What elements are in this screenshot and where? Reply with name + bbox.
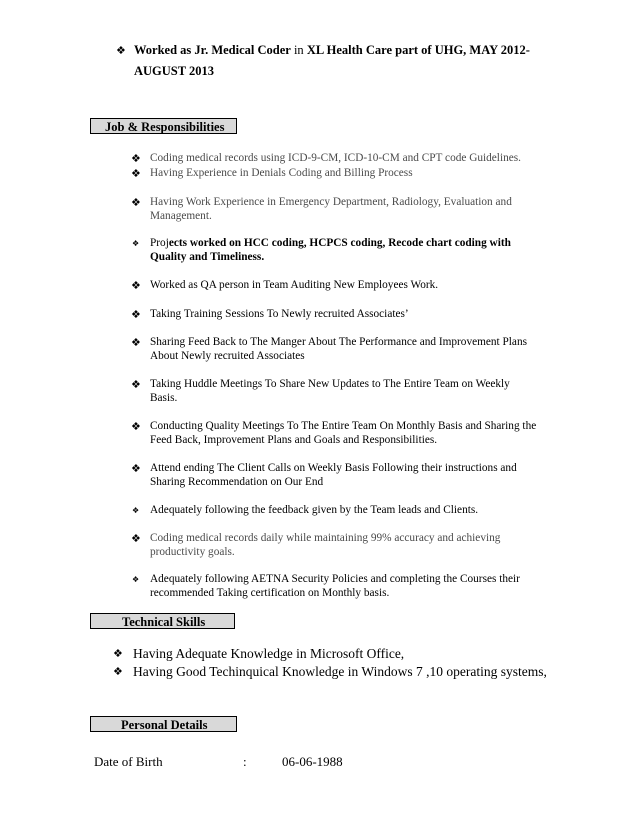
job-title: Worked as Jr. Medical Coder: [134, 43, 291, 57]
line: Taking Huddle Meetings To Share New Updates to The Entire Team on Weekly: [150, 378, 510, 390]
line: ects worked on HCC coding, HCPCS coding, Recode chart coding with: [168, 237, 511, 249]
diamond-bullet-icon: ❖: [113, 665, 123, 678]
list-item-text: Adequately following the feedback given by the Team leads and Clients.: [150, 504, 479, 516]
diamond-bullet-icon: ❖: [132, 239, 140, 248]
line: Proj: [150, 237, 169, 249]
section-heading-tech-label: Technical Skills: [122, 615, 206, 629]
dob-value: 06-06-1988: [282, 754, 343, 769]
list-item-text: [150, 236, 550, 264]
diamond-bullet-icon: ❖: [131, 152, 141, 165]
diamond-bullet-icon: ❖: [131, 336, 141, 349]
line: Attend ending The Client Calls on Weekly Basis Following their instructions and: [150, 462, 517, 474]
line: Adequately following AETNA Security Policies and completing the Courses their: [150, 573, 520, 585]
list-item-text: [150, 461, 550, 489]
list-item-text: Having Adequate Knowledge in Microsoft Office,: [133, 646, 405, 661]
diamond-bullet-icon: ❖: [131, 532, 141, 545]
line: Having Work Experience in Emergency Department, Radiology, Evaluation and: [150, 196, 512, 208]
diamond-bullet-icon: ❖: [113, 647, 123, 660]
list-item-text: Having Experience in Denials Coding and Billing Process: [150, 167, 413, 179]
line: Conducting Quality Meetings To The Entire Team On Monthly Basis and Sharing the: [150, 420, 537, 432]
section-heading-job-label: Job & Responsibilities: [105, 120, 225, 134]
diamond-bullet-icon: ❖: [131, 420, 141, 433]
line: Sharing Feed Back to The Manger About The Performance and Improvement Plans: [150, 336, 527, 348]
section-heading-personal-label: Personal Details: [121, 718, 208, 732]
line: About Newly recruited Associates: [150, 350, 305, 362]
diamond-bullet-icon: ❖: [116, 44, 126, 57]
diamond-bullet-icon: ❖: [132, 575, 140, 584]
line: recommended Taking certification on Monthly basis.: [150, 587, 390, 599]
line: Basis.: [150, 392, 178, 404]
diamond-bullet-icon: ❖: [132, 506, 140, 515]
diamond-bullet-icon: ❖: [131, 462, 141, 475]
work-experience-text: [134, 40, 554, 82]
line: Feed Back, Improvement Plans and Goals and Responsibilities.: [150, 434, 438, 446]
line: productivity goals.: [150, 546, 235, 558]
dob-colon: :: [243, 754, 247, 769]
list-item-text: Worked as QA person in Team Auditing New Employees Work.: [150, 279, 439, 291]
list-item-text: [150, 572, 550, 600]
employer-and-period: XL Health Care part of UHG, MAY 2012-: [306, 43, 530, 57]
list-item-text: [150, 377, 550, 405]
section-heading-job: [90, 118, 237, 134]
diamond-bullet-icon: ❖: [131, 308, 141, 321]
diamond-bullet-icon: ❖: [131, 167, 141, 180]
list-item-text: Having Good Techinquical Knowledge in Windows 7 ,10 operating systems,: [133, 664, 547, 679]
diamond-bullet-icon: ❖: [131, 196, 141, 209]
diamond-bullet-icon: ❖: [131, 378, 141, 391]
list-item-text: [150, 335, 550, 363]
work-connector: in: [290, 43, 307, 57]
dob-label: Date of Birth: [94, 754, 163, 769]
line: Management.: [150, 210, 212, 222]
list-item-text: [150, 419, 560, 447]
list-item-text: [150, 195, 550, 223]
line: Quality and Timeliness.: [150, 251, 265, 263]
list-item-text: Taking Training Sessions To Newly recruited Associates’: [150, 308, 409, 320]
list-item-text: Coding medical records using ICD-9-CM, ICD-10-CM and CPT code Guidelines.: [150, 152, 521, 164]
line: Sharing Recommendation on Our End: [150, 476, 324, 488]
list-item-text: [150, 531, 550, 559]
employer-period-end: AUGUST 2013: [134, 64, 214, 78]
line: Coding medical records daily while maintaining 99% accuracy and achieving: [150, 532, 501, 544]
diamond-bullet-icon: ❖: [131, 279, 141, 292]
section-heading-personal: [90, 716, 237, 732]
section-heading-tech: [90, 613, 235, 629]
